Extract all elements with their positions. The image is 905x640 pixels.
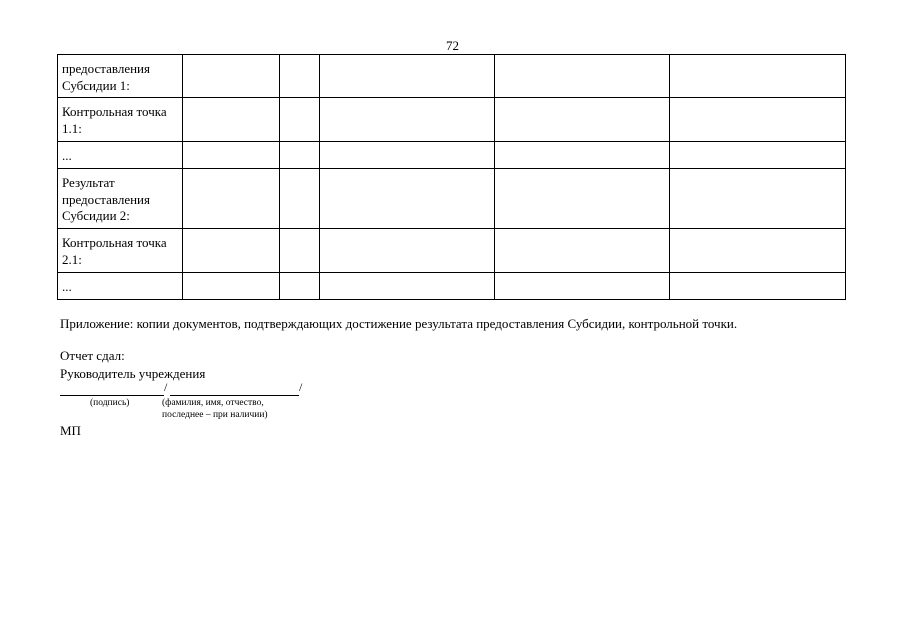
table-cell <box>320 142 495 169</box>
slash-separator: / <box>299 380 303 394</box>
table-cell-label <box>58 169 183 229</box>
table-row <box>58 142 846 169</box>
cell-text-line: Контрольная точка <box>62 235 167 250</box>
table-cell <box>320 229 495 273</box>
table-cell <box>495 229 670 273</box>
table-row <box>58 273 846 300</box>
report-table <box>57 54 846 300</box>
table-cell <box>670 273 846 300</box>
table-row <box>58 55 846 98</box>
cell-text-line: предоставления <box>62 191 150 207</box>
table-cell <box>320 98 495 142</box>
cell-text-line: ... <box>62 279 72 294</box>
cell-text-line: Контрольная точка <box>62 104 167 119</box>
table-row <box>58 229 846 273</box>
table-cell-label <box>58 142 183 169</box>
table-cell <box>279 273 320 300</box>
cell-text-line: 1.1: <box>62 120 82 136</box>
table-cell <box>495 273 670 300</box>
signature-line <box>60 382 164 396</box>
table-cell <box>670 229 846 273</box>
name-line <box>170 382 299 396</box>
table-cell <box>279 142 320 169</box>
table-cell-label <box>58 98 183 142</box>
signature-hint: (подпись) <box>90 398 130 408</box>
name-hint-line: последнее – при наличии) <box>162 410 268 420</box>
head-of-institution-label: Руководитель учреждения <box>60 366 206 381</box>
name-hint-line: (фамилия, имя, отчество, <box>162 398 264 408</box>
table-cell <box>495 55 670 98</box>
cell-text-line: предоставления <box>62 61 150 76</box>
table-row <box>58 169 846 229</box>
cell-text-line: Субсидии 2: <box>62 208 130 223</box>
table-cell <box>495 98 670 142</box>
table-cell <box>670 55 846 98</box>
table-cell <box>279 229 320 273</box>
table-cell <box>182 55 279 98</box>
attachment-note: Приложение: копии документов, подтверждающих достижение результата предоставления Субсидии, контрольной точки. <box>60 316 738 331</box>
report-submitted-label: Отчет сдал: <box>60 348 125 363</box>
cell-text-line: ... <box>62 148 72 163</box>
table-cell <box>182 273 279 300</box>
table-cell <box>320 55 495 98</box>
table-cell <box>670 169 846 229</box>
table-cell <box>279 55 320 98</box>
table-cell <box>182 229 279 273</box>
page-number: 72 <box>446 38 459 53</box>
table-cell <box>320 273 495 300</box>
table-cell <box>320 169 495 229</box>
table-cell <box>495 169 670 229</box>
table-cell <box>670 142 846 169</box>
cell-text-line: Результат <box>62 175 115 190</box>
table-cell <box>495 142 670 169</box>
table-cell <box>182 169 279 229</box>
table-cell-label <box>58 229 183 273</box>
table-cell <box>182 98 279 142</box>
table-cell <box>670 98 846 142</box>
slash-separator: / <box>164 380 168 394</box>
table-row <box>58 98 846 142</box>
table-cell-label <box>58 55 183 98</box>
cell-text-line: Субсидии 1: <box>62 77 130 93</box>
table-cell <box>279 98 320 142</box>
table-cell <box>182 142 279 169</box>
table-cell <box>279 169 320 229</box>
table-cell-label <box>58 273 183 300</box>
cell-text-line: 2.1: <box>62 251 82 267</box>
seal-label: МП <box>60 423 81 438</box>
